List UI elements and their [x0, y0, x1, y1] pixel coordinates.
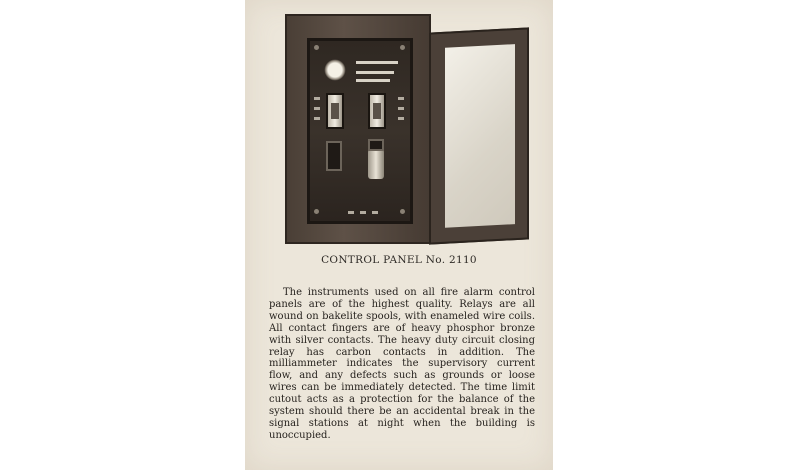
- milliammeter-icon: [324, 59, 346, 81]
- terminal-tag: [398, 107, 404, 110]
- description-paragraph: The instruments used on all fire alarm control panels are of the highest quality. Relays are all wound on bakelite spools, with enameled wire coils. All contact fingers are of heavy phosphor bronze with silver contacts. The heavy duty circuit closing relay has carbon contacts in addition. The milliammeter indicates the supervisory current flow, and any defects such as grounds or loose wires can be immediately detected. The time limit cutout acts as a protection for the balance of the system should there be an accidental break in the signal stations at night when the building is unoccupied.: [269, 287, 535, 441]
- terminal-tag: [314, 117, 320, 120]
- screw-icon: [400, 209, 405, 214]
- circuit-closing-relay-icon: [368, 149, 384, 179]
- relay-cap-icon: [368, 139, 384, 151]
- door-glass: [445, 44, 515, 228]
- catalog-page: [245, 0, 553, 470]
- figure-caption: CONTROL PANEL No. 2110: [321, 254, 477, 266]
- screw-icon: [400, 45, 405, 50]
- cabinet-door: [429, 27, 529, 244]
- fuse-bar: [356, 71, 394, 74]
- terminal-tag: [398, 117, 404, 120]
- terminal-tag: [314, 97, 320, 100]
- instrument-panel: [307, 38, 413, 224]
- relay-icon: [368, 93, 386, 129]
- cabinet-body: [285, 14, 431, 244]
- terminal-tag: [348, 211, 354, 214]
- screw-icon: [314, 45, 319, 50]
- screw-icon: [314, 209, 319, 214]
- terminal-tag: [360, 211, 366, 214]
- terminal-tag: [372, 211, 378, 214]
- control-panel-photo: [285, 14, 529, 246]
- relay-icon: [326, 93, 344, 129]
- terminal-tag: [398, 97, 404, 100]
- fuse-bar: [356, 79, 390, 82]
- terminal-tag: [314, 107, 320, 110]
- time-limit-cutout-icon: [326, 141, 342, 171]
- fuse-bar: [356, 61, 398, 64]
